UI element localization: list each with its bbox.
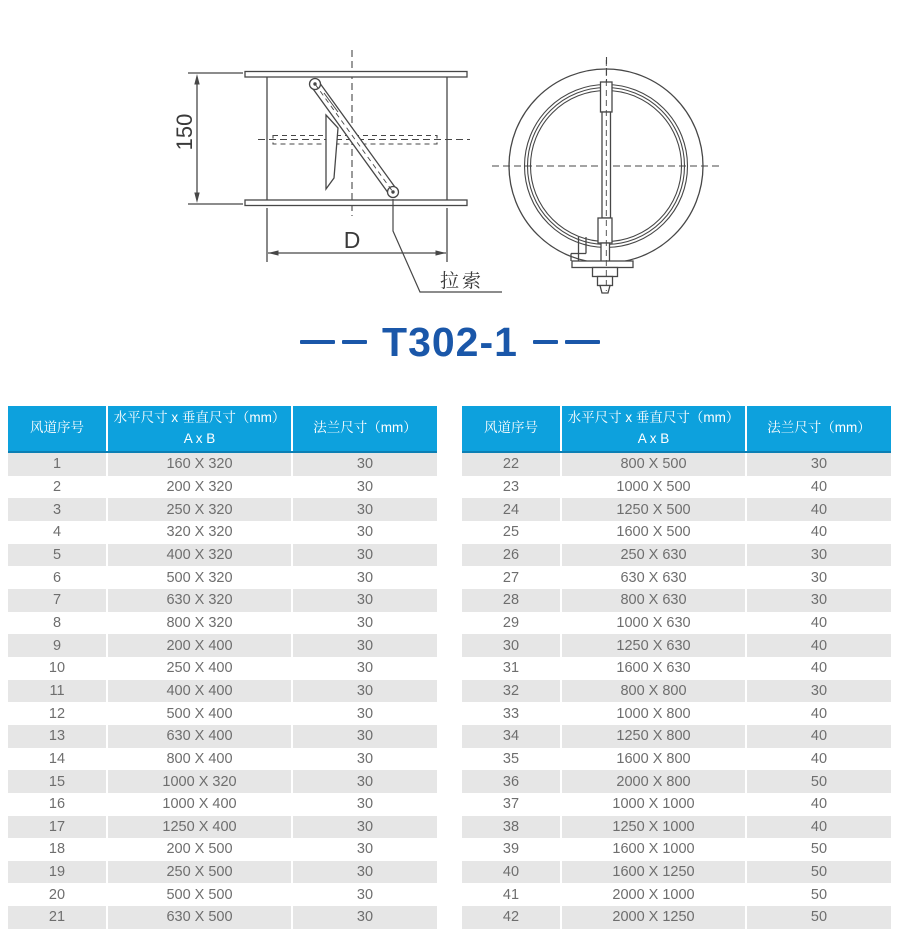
table-header — [8, 406, 437, 453]
cell-flange: 30 — [745, 453, 891, 476]
cell-size: 1000 X 800 — [560, 702, 745, 725]
title-dash — [342, 340, 367, 345]
cell-flange: 30 — [291, 566, 437, 589]
cell-flange: 40 — [745, 816, 891, 839]
cell-size: 1600 X 800 — [560, 748, 745, 771]
cell-flange: 30 — [745, 566, 891, 589]
cell-size: 200 X 500 — [106, 838, 291, 861]
cell-size: 500 X 320 — [106, 566, 291, 589]
technical-drawing — [0, 0, 900, 312]
cell-flange: 30 — [291, 816, 437, 839]
cell-duct-number: 16 — [48, 796, 66, 813]
cell-size: 1250 X 1000 — [560, 816, 745, 839]
cell-duct-number: 3 — [52, 501, 62, 518]
cell-size: 2000 X 800 — [560, 770, 745, 793]
cell-duct-number: 9 — [52, 637, 62, 654]
cell-flange: 30 — [291, 861, 437, 884]
header-dimensions-line1: 水平尺寸 x 垂直尺寸（mm） — [567, 410, 740, 426]
cell-size: 1600 X 630 — [560, 657, 745, 680]
cell-flange: 40 — [745, 498, 891, 521]
side-view — [188, 50, 502, 292]
cell-size: 160 X 320 — [106, 453, 291, 476]
cell-flange: 50 — [745, 770, 891, 793]
spec-table-left — [8, 406, 437, 929]
cell-flange: 30 — [291, 521, 437, 544]
cell-size: 250 X 320 — [106, 498, 291, 521]
cell-size: 630 X 500 — [106, 906, 291, 929]
cell-flange: 30 — [291, 453, 437, 476]
table-row — [462, 702, 891, 725]
cell-duct-number: 31 — [502, 660, 520, 677]
table-row — [462, 816, 891, 839]
cell-flange: 40 — [745, 725, 891, 748]
cell-duct-number: 35 — [502, 750, 520, 767]
table-row — [8, 657, 437, 680]
cell-size: 200 X 400 — [106, 634, 291, 657]
cell-duct-number: 36 — [502, 773, 520, 790]
cell-duct-number: 19 — [48, 864, 66, 881]
cell-flange: 30 — [745, 680, 891, 703]
cell-size: 500 X 500 — [106, 883, 291, 906]
cell-duct-number: 5 — [52, 546, 62, 563]
cell-size: 800 X 500 — [560, 453, 745, 476]
cell-size: 800 X 630 — [560, 589, 745, 612]
cell-size: 320 X 320 — [106, 521, 291, 544]
table-row — [462, 680, 891, 703]
cell-size: 2000 X 1000 — [560, 883, 745, 906]
table-row — [8, 748, 437, 771]
cell-size: 400 X 400 — [106, 680, 291, 703]
table-row — [462, 544, 891, 567]
cell-duct-number: 26 — [502, 546, 520, 563]
cell-flange: 30 — [291, 748, 437, 771]
model-title-row — [0, 318, 900, 366]
cell-size: 400 X 320 — [106, 544, 291, 567]
cell-flange: 30 — [291, 793, 437, 816]
header-dimensions-line2: A x B — [637, 430, 670, 446]
cell-duct-number: 21 — [48, 909, 66, 926]
cell-size: 500 X 400 — [106, 702, 291, 725]
cell-duct-number: 18 — [48, 841, 66, 858]
table-row — [8, 838, 437, 861]
cell-duct-number: 1 — [52, 456, 62, 473]
table-row — [462, 566, 891, 589]
cell-size: 200 X 320 — [106, 476, 291, 499]
cell-flange: 40 — [745, 476, 891, 499]
cell-duct-number: 40 — [502, 864, 520, 881]
table-row — [8, 544, 437, 567]
cell-size: 630 X 400 — [106, 725, 291, 748]
table-row — [8, 589, 437, 612]
cell-duct-number: 29 — [502, 614, 520, 631]
cell-size: 250 X 500 — [106, 861, 291, 884]
table-row — [462, 725, 891, 748]
table-row — [462, 498, 891, 521]
table-row — [8, 861, 437, 884]
cell-duct-number: 6 — [52, 569, 62, 586]
header-dimensions-line2: A x B — [183, 430, 216, 446]
table-row — [8, 634, 437, 657]
cable-label: 拉索 — [439, 271, 485, 292]
title-dash — [533, 340, 558, 345]
cell-size: 250 X 400 — [106, 657, 291, 680]
cell-flange: 30 — [291, 725, 437, 748]
dim-d-label: D — [343, 227, 361, 253]
table-body — [462, 453, 891, 929]
table-header — [462, 406, 891, 453]
cell-duct-number: 14 — [48, 750, 66, 767]
cell-flange: 40 — [745, 748, 891, 771]
cell-duct-number: 10 — [48, 660, 66, 677]
cell-flange: 30 — [291, 634, 437, 657]
table-row — [462, 589, 891, 612]
title-dash — [565, 340, 600, 345]
model-number: T302-1 — [382, 319, 518, 365]
table-row — [462, 906, 891, 929]
cell-size: 630 X 320 — [106, 589, 291, 612]
cell-duct-number: 2 — [52, 478, 62, 495]
title-dash — [300, 340, 335, 345]
cell-flange: 40 — [745, 793, 891, 816]
cell-flange: 30 — [291, 838, 437, 861]
cell-flange: 50 — [745, 906, 891, 929]
table-row — [462, 838, 891, 861]
table-row — [8, 476, 437, 499]
spec-table-right — [462, 406, 891, 929]
cell-duct-number: 4 — [52, 524, 62, 541]
dim-150-label: 150 — [171, 113, 197, 151]
cell-size: 1250 X 630 — [560, 634, 745, 657]
table-row — [462, 883, 891, 906]
cell-size: 1250 X 400 — [106, 816, 291, 839]
cell-size: 630 X 630 — [560, 566, 745, 589]
table-body — [8, 453, 437, 929]
cell-flange: 40 — [745, 657, 891, 680]
cell-duct-number: 22 — [502, 456, 520, 473]
table-row — [8, 906, 437, 929]
table-row — [462, 476, 891, 499]
table-row — [462, 612, 891, 635]
cell-flange: 40 — [745, 634, 891, 657]
table-row — [8, 521, 437, 544]
cell-flange: 50 — [745, 861, 891, 884]
cell-duct-number: 30 — [502, 637, 520, 654]
cell-duct-number: 13 — [48, 728, 66, 745]
cell-duct-number: 8 — [52, 614, 62, 631]
cell-duct-number: 11 — [49, 682, 65, 699]
table-row — [462, 657, 891, 680]
cell-flange: 40 — [745, 702, 891, 725]
cell-size: 1000 X 630 — [560, 612, 745, 635]
cell-duct-number: 41 — [502, 886, 520, 903]
cell-size: 800 X 320 — [106, 612, 291, 635]
table-row — [8, 725, 437, 748]
cell-duct-number: 27 — [502, 569, 520, 586]
cell-size: 1000 X 400 — [106, 793, 291, 816]
cell-flange: 50 — [745, 883, 891, 906]
table-row — [462, 453, 891, 476]
cell-duct-number: 37 — [502, 796, 520, 813]
cell-duct-number: 28 — [502, 592, 520, 609]
cell-duct-number: 39 — [502, 841, 520, 858]
cell-flange: 30 — [291, 589, 437, 612]
table-row — [462, 770, 891, 793]
cell-flange: 40 — [745, 521, 891, 544]
header-flange: 法兰尺寸（mm） — [291, 406, 437, 451]
cell-flange: 30 — [291, 680, 437, 703]
cell-duct-number: 34 — [502, 728, 520, 745]
cell-size: 1250 X 500 — [560, 498, 745, 521]
cell-flange: 30 — [291, 657, 437, 680]
cell-size: 800 X 400 — [106, 748, 291, 771]
cell-flange: 30 — [745, 544, 891, 567]
cell-size: 2000 X 1250 — [560, 906, 745, 929]
cell-flange: 30 — [291, 498, 437, 521]
cell-duct-number: 15 — [48, 773, 66, 790]
cell-duct-number: 33 — [502, 705, 520, 722]
cell-size: 1250 X 800 — [560, 725, 745, 748]
cell-duct-number: 7 — [52, 592, 62, 609]
table-row — [8, 883, 437, 906]
table-row — [8, 793, 437, 816]
table-row — [8, 770, 437, 793]
header-duct-number: 风道序号 — [30, 420, 84, 436]
cell-duct-number: 25 — [502, 524, 520, 541]
cell-flange: 30 — [291, 544, 437, 567]
header-duct-number: 风道序号 — [484, 420, 538, 436]
cell-flange: 40 — [745, 612, 891, 635]
cell-size: 1000 X 320 — [106, 770, 291, 793]
header-dimensions-line1: 水平尺寸 x 垂直尺寸（mm） — [113, 410, 286, 426]
header-flange: 法兰尺寸（mm） — [745, 406, 891, 451]
table-row — [8, 702, 437, 725]
cell-size: 1600 X 500 — [560, 521, 745, 544]
table-row — [8, 680, 437, 703]
cell-flange: 30 — [291, 702, 437, 725]
cell-flange: 30 — [291, 883, 437, 906]
cell-flange: 30 — [291, 612, 437, 635]
cell-size: 1000 X 1000 — [560, 793, 745, 816]
cell-duct-number: 12 — [48, 705, 66, 722]
cell-flange: 30 — [291, 770, 437, 793]
table-row — [462, 521, 891, 544]
cell-size: 1600 X 1250 — [560, 861, 745, 884]
table-row — [8, 498, 437, 521]
header-dimensions — [560, 406, 745, 451]
cell-duct-number: 20 — [48, 886, 66, 903]
table-row — [462, 793, 891, 816]
table-row — [8, 453, 437, 476]
cell-flange: 30 — [291, 906, 437, 929]
cell-duct-number: 42 — [502, 909, 520, 926]
table-row — [8, 816, 437, 839]
cell-size: 1600 X 1000 — [560, 838, 745, 861]
cell-duct-number: 32 — [502, 682, 520, 699]
cell-size: 1000 X 500 — [560, 476, 745, 499]
cell-flange: 30 — [291, 476, 437, 499]
table-row — [462, 861, 891, 884]
cell-duct-number: 23 — [502, 478, 520, 495]
table-row — [462, 748, 891, 771]
header-dimensions — [106, 406, 291, 451]
cell-duct-number: 24 — [502, 501, 520, 518]
table-row — [8, 566, 437, 589]
cell-size: 800 X 800 — [560, 680, 745, 703]
cell-size: 250 X 630 — [560, 544, 745, 567]
cell-duct-number: 17 — [48, 818, 66, 835]
table-row — [462, 634, 891, 657]
front-view — [492, 57, 722, 293]
cell-flange: 30 — [745, 589, 891, 612]
cell-flange: 50 — [745, 838, 891, 861]
table-row — [8, 612, 437, 635]
cell-duct-number: 38 — [502, 818, 520, 835]
